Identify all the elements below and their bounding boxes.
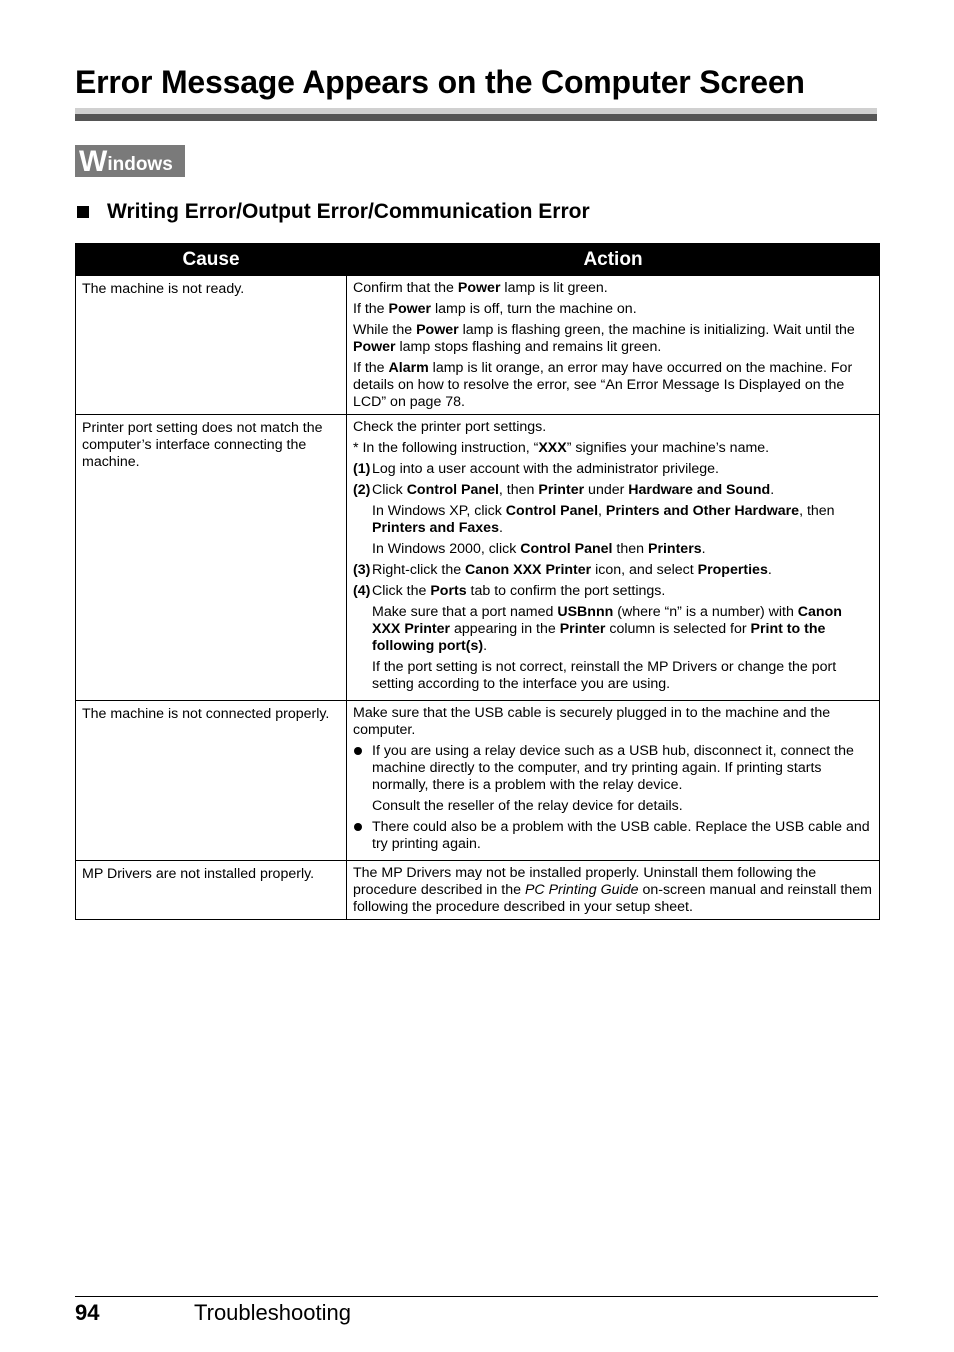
section-heading bbox=[77, 200, 590, 224]
step-2: (2) Click Control Panel, then Printer under Hardware and Sound. bbox=[353, 482, 775, 498]
step-4-fallback: If the port setting is not correct, reinstall the MP Drivers or change the port setting according to the interface you are using. bbox=[372, 659, 837, 692]
square-bullet-icon bbox=[77, 206, 89, 218]
step-2-windows-xp: In Windows XP, click Control Panel, Printers and Other Hardware, then Printers and Faxes. bbox=[372, 503, 835, 536]
bullet-item: If you are using a relay device such as a USB hub, disconnect it, connect the machine directly to the computer, and try printing again. If printing starts normally, there is a problem with the relay device. bbox=[353, 743, 873, 794]
windows-badge bbox=[75, 145, 185, 177]
cause-header: Cause bbox=[76, 244, 347, 276]
table-row bbox=[76, 415, 880, 701]
table-header-row bbox=[76, 244, 880, 276]
page-title: Error Message Appears on the Computer Screen bbox=[75, 64, 805, 100]
footer-section-title: Troubleshooting bbox=[194, 1300, 351, 1325]
cause-cell: MP Drivers are not installed properly. bbox=[76, 861, 347, 920]
action-cell bbox=[347, 276, 880, 415]
action-paragraph: While the Power lamp is flashing green, the machine is initializing. Wait until the Power lamp stops flashing and remains lit green. bbox=[353, 322, 855, 355]
step-3: (3) Right-click the Canon XXX Printer icon, and select Properties. bbox=[353, 562, 772, 578]
windows-badge-rest: indows bbox=[107, 154, 173, 175]
footer-rule bbox=[75, 1296, 878, 1297]
action-paragraph: Confirm that the Power lamp is lit green. bbox=[353, 280, 608, 296]
windows-badge-initial: W bbox=[79, 145, 108, 178]
table-row bbox=[76, 861, 880, 920]
action-cell bbox=[347, 701, 880, 861]
title-rule-dark bbox=[75, 114, 877, 121]
section-title: Writing Error/Output Error/Communication Error bbox=[107, 200, 590, 223]
action-header: Action bbox=[347, 244, 880, 276]
action-paragraph: If the Alarm lamp is lit orange, an error may have occurred on the machine. For details on how to resolve the error, see “An Error Message Is Displayed on the LCD” on page 78. bbox=[353, 360, 853, 410]
action-paragraph: Check the printer port settings. bbox=[353, 419, 547, 435]
bullet-subnote: Consult the reseller of the relay device for details. bbox=[372, 798, 683, 814]
instruction-note: * In the following instruction, “XXX” signifies your machine’s name. bbox=[353, 440, 770, 456]
action-cell bbox=[347, 861, 880, 920]
page-number: 94 bbox=[75, 1300, 100, 1325]
cause-cell: The machine is not connected properly. bbox=[76, 701, 347, 861]
table-row bbox=[76, 276, 880, 415]
cause-action-table bbox=[75, 243, 880, 920]
step-4-detail: Make sure that a port named USBnnn (where “n” is a number) with Canon XXX Printer appearing in the Printer column is selected for Print to the following port(s). bbox=[372, 604, 842, 654]
step-1: (1) Log into a user account with the administrator privilege. bbox=[353, 461, 719, 477]
step-2-windows-2000: In Windows 2000, click Control Panel then Printers. bbox=[372, 541, 706, 557]
bullet-dot-icon bbox=[354, 823, 362, 831]
action-paragraph: If the Power lamp is off, turn the machine on. bbox=[353, 301, 637, 317]
bullet-dot-icon bbox=[354, 747, 362, 755]
action-paragraph: The MP Drivers may not be installed properly. Uninstall them following the procedure described in the PC Printing Guide on-screen manual and reinstall them following the procedure described in your setup sheet. bbox=[353, 865, 872, 915]
step-4: (4) Click the Ports tab to confirm the port settings. bbox=[353, 583, 666, 599]
bullet-item: There could also be a problem with the USB cable. Replace the USB cable and try printing again. bbox=[353, 819, 873, 853]
action-paragraph: Make sure that the USB cable is securely plugged in to the machine and the computer. bbox=[353, 705, 831, 738]
table-row bbox=[76, 701, 880, 861]
cause-cell: Printer port setting does not match the computer’s interface connecting the machine. bbox=[76, 415, 347, 701]
action-cell bbox=[347, 415, 880, 701]
cause-cell: The machine is not ready. bbox=[76, 276, 347, 415]
